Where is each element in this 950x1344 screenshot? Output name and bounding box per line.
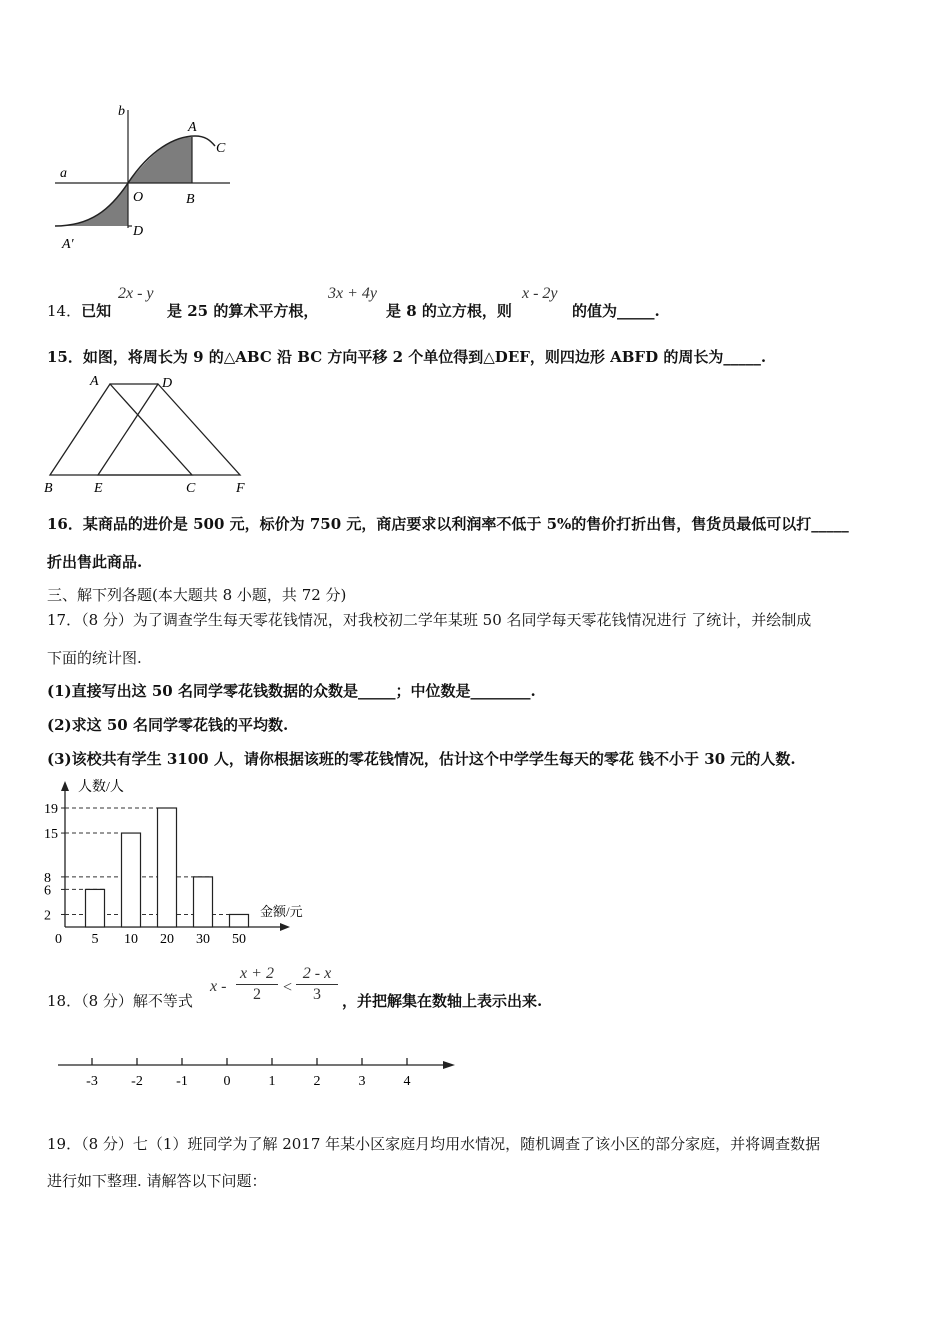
q14-expression-3: x - 2y bbox=[522, 285, 558, 302]
translation-figure bbox=[42, 372, 254, 498]
label-A-prime: A′ bbox=[62, 237, 74, 252]
q19-line-1: 19．（8 分）七（1）班同学为了解 2017 年某小区家庭月均用水情况，随机调查了该小区的部分家庭，并将调查数据 bbox=[47, 1135, 821, 1153]
bar-10 bbox=[122, 833, 141, 927]
label-F: F bbox=[236, 481, 245, 496]
x-tick-label-20: 20 bbox=[160, 932, 174, 947]
number-line-label--2: -2 bbox=[131, 1074, 143, 1089]
shaded-region-right bbox=[128, 137, 192, 183]
q17-part-3: (3)该校共有学生 3100 人，请你根据该班的零花钱情况，估计这个中学学生每天的零花 钱不小于 30 元的人数. bbox=[47, 750, 796, 768]
fraction-1-numerator: x + 2 bbox=[240, 965, 274, 982]
number-line-label--1: -1 bbox=[176, 1074, 188, 1089]
label-A: A bbox=[90, 374, 99, 389]
number-line bbox=[50, 1050, 470, 1095]
q18-x-minus: x - bbox=[210, 978, 227, 995]
q18-text-1: 18．（8 分）解不等式 bbox=[47, 992, 193, 1010]
bar-20 bbox=[158, 808, 177, 927]
y-tick-label-8: 8 bbox=[44, 870, 51, 886]
label-E: E bbox=[94, 481, 103, 496]
label-b: b bbox=[118, 104, 125, 119]
label-C: C bbox=[186, 481, 196, 496]
section-3-heading: 三、解下列各题(本大题共 8 小题，共 72 分) bbox=[47, 586, 347, 604]
number-line-label-4: 4 bbox=[403, 1074, 411, 1089]
q14-text-1: 已知 bbox=[81, 302, 112, 320]
q14-expression-1: 2x - y bbox=[118, 285, 154, 302]
q14-text-4: 的值为_____. bbox=[572, 302, 660, 320]
q17-part-1: (1)直接写出这 50 名同学零花钱数据的众数是_____；中位数是________. bbox=[47, 682, 536, 700]
number-line-label-3: 3 bbox=[358, 1074, 366, 1089]
q14-text-2: 是 25 的算术平方根， bbox=[167, 302, 319, 320]
number-line-label-1: 1 bbox=[268, 1074, 276, 1089]
q17-line-1: 17．（8 分）为了调查学生每天零花钱情况，对我校初二学年某班 50 名同学每天零花钱情况进行 了统计，并绘制成 bbox=[47, 611, 812, 629]
q14-number bbox=[47, 300, 111, 321]
y-tick-label-2: 2 bbox=[44, 908, 51, 924]
fraction-2-denominator: 3 bbox=[313, 986, 321, 1003]
q18-fraction-2 bbox=[296, 965, 338, 1004]
fraction-2-bar bbox=[296, 984, 338, 985]
q18-less-than: < bbox=[283, 979, 293, 996]
x-tick-label-5: 5 bbox=[91, 932, 99, 947]
fraction-2-numerator: 2 - x bbox=[302, 965, 332, 982]
triangle-DEF bbox=[98, 384, 240, 475]
number-line-label-2: 2 bbox=[313, 1074, 321, 1089]
x-axis-label: 金额/元 bbox=[260, 904, 303, 919]
y-tick-label-19: 19 bbox=[44, 802, 58, 817]
number-line-label-0: 0 bbox=[223, 1074, 231, 1089]
q17-line-2: 下面的统计图. bbox=[47, 649, 142, 667]
q14-num: 14． bbox=[47, 302, 82, 320]
q17-part-2: (2)求这 50 名同学零花钱的平均数. bbox=[47, 716, 289, 734]
pocket-money-bar-chart bbox=[40, 775, 320, 947]
number-line-arrow bbox=[443, 1061, 455, 1069]
q18-text-2: ，并把解集在数轴上表示出来. bbox=[342, 992, 543, 1010]
x-tick-label-50: 50 bbox=[232, 932, 246, 947]
q19-line-2: 进行如下整理. 请解答以下问题： bbox=[47, 1172, 267, 1190]
curve-figure bbox=[50, 100, 250, 260]
label-O: O bbox=[133, 190, 144, 205]
y-axis-arrow bbox=[61, 781, 69, 791]
number-line-label--3: -3 bbox=[86, 1074, 98, 1089]
label-C: C bbox=[216, 141, 226, 156]
label-D: D bbox=[162, 376, 173, 391]
q14-expression-2: 3x + 4y bbox=[328, 285, 377, 302]
fraction-1-denominator: 2 bbox=[253, 986, 261, 1003]
q14-text-3: 是 8 的立方根，则 bbox=[386, 302, 512, 320]
label-A: A bbox=[188, 120, 197, 135]
label-B: B bbox=[186, 192, 195, 207]
q15-text: 15．如图，将周长为 9 的△ABC 沿 BC 方向平移 2 个单位得到△DEF，则四边形 ABFD 的周长为_____. bbox=[47, 348, 767, 366]
bar-5 bbox=[86, 889, 105, 927]
y-tick-label-6: 6 bbox=[44, 883, 51, 899]
x-tick-label-10: 10 bbox=[124, 932, 138, 947]
shaded-region-left bbox=[60, 183, 128, 226]
label-a: a bbox=[60, 166, 67, 181]
y-axis-label: 人数/人 bbox=[78, 780, 124, 795]
origin-label: 0 bbox=[55, 932, 62, 947]
q16-line-2: 折出售此商品. bbox=[47, 553, 143, 571]
x-axis-arrow bbox=[280, 923, 290, 931]
label-B: B bbox=[44, 481, 53, 496]
bar-30 bbox=[194, 877, 213, 927]
q16-line-1: 16．某商品的进价是 500 元，标价为 750 元，商店要求以利润率不低于 5%的售价打折出售，售货员最低可以打_____ bbox=[47, 515, 849, 533]
label-D: D bbox=[133, 224, 144, 239]
q18-fraction-1 bbox=[236, 965, 278, 1004]
bar-50 bbox=[230, 914, 249, 927]
x-tick-label-30: 30 bbox=[196, 932, 210, 947]
y-tick-label-15: 15 bbox=[44, 827, 58, 843]
fraction-1-bar bbox=[236, 984, 278, 985]
